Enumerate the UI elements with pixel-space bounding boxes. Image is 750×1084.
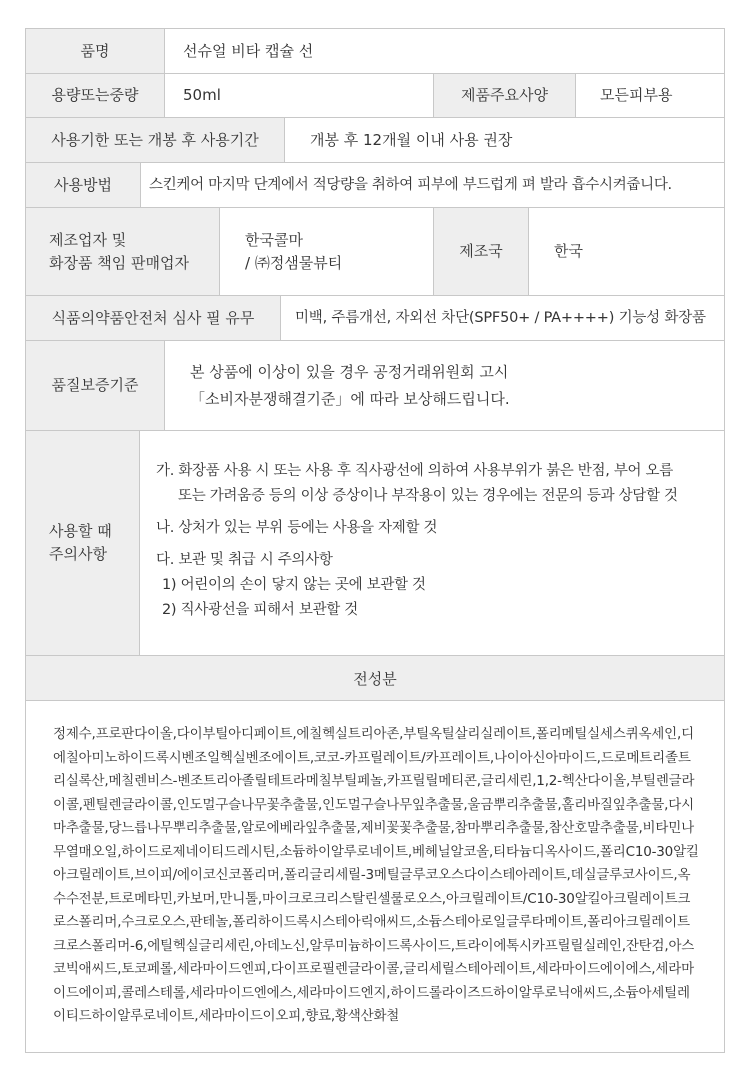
ingredients-header — [26, 656, 724, 701]
product-name-value: 선슈얼 비타 캡슐 선 — [183, 41, 314, 60]
volume-label: 용량또는중량 — [26, 74, 165, 117]
cautions-row — [26, 431, 724, 656]
spec-value: 모든피부용 — [600, 86, 673, 104]
ingredients-title: 전성분 — [353, 669, 397, 688]
country-label: 제조국 — [434, 208, 529, 295]
country-value: 한국 — [554, 242, 583, 260]
usage-label: 사용방법 — [26, 163, 141, 207]
caution-item-a-line1: 가. 화장품 사용 시 또는 사용 후 직사광선에 의하여 사용부위가 붉은 반점, 부어 오름 — [156, 463, 673, 479]
quality-value — [165, 341, 724, 430]
cautions-label — [26, 431, 140, 655]
mfds-value: 미백, 주름개선, 자외선 차단(SPF50+ / PA++++) 기능성 화장품 — [295, 309, 706, 326]
quality-label: 품질보증기준 — [26, 341, 165, 430]
volume-row — [26, 74, 724, 118]
expiry-value: 개봉 후 12개월 이내 사용 권장 — [310, 130, 513, 149]
quality-row — [26, 341, 724, 431]
manufacturer-row — [26, 208, 724, 296]
caution-item-a-line2: 또는 가려움증 등의 이상 증상이나 부작용이 있는 경우에는 전문의 등과 상담할 것 — [178, 488, 678, 504]
spec-label: 제품주요사양 — [434, 74, 576, 117]
quality-line1: 본 상품에 이상이 있을 경우 공정거래위원회 고시 — [190, 362, 509, 381]
ingredients-row — [26, 701, 724, 1052]
caution-item-c: 다. 보관 및 취급 시 주의사항 — [156, 552, 333, 568]
caution-item-a — [156, 459, 724, 509]
manufacturer-label-line2: 화장품 책임 판매업자 — [49, 253, 189, 272]
mfds-row — [26, 296, 724, 341]
manufacturer-label-line1: 제조업자 및 — [49, 230, 127, 249]
product-name-row — [26, 29, 724, 74]
volume-value: 50ml — [165, 74, 434, 117]
caution-item-b: 나. 상처가 있는 부위 등에는 사용을 자제할 것 — [156, 520, 438, 536]
usage-row — [26, 163, 724, 208]
mfds-label: 식품의약품안전처 심사 필 유무 — [26, 296, 281, 340]
manufacturer-label — [26, 208, 220, 295]
expiry-label: 사용기한 또는 개봉 후 사용기간 — [26, 118, 285, 162]
expiry-row — [26, 118, 724, 163]
manufacturer-value — [220, 208, 434, 295]
usage-value: 스킨케어 마지막 단계에서 적당량을 취하여 피부에 부드럽게 펴 발라 흡수시켜줍니다. — [149, 176, 672, 193]
caution-item-c1: 1) 어린이의 손이 닿지 않는 곳에 보관할 것 — [162, 577, 426, 593]
manufacturer-value-line2: / ㈜정샘물뷰티 — [245, 253, 343, 272]
manufacturer-value-line1: 한국콜마 — [245, 230, 303, 249]
ingredients-text: 정제수,프로판다이올,다이부틸아디페이트,에칠헥실트리아존,부틸옥틸살리실레이트,폴리메틸실세스퀴옥세인,디에칠아미노하이드록시벤조일헥실벤조에이트,코코-카프릴레이트/카프레이트,나이아신아마이드,드로메트리졸트리실록산,메칠렌비스-벤조트리아졸릴테트라메칠부틸페놀,카프릴릴메티콘,글리세린,1,2-헥산다이올,부틸렌글라이콜,펜틸렌글라이콜,인도멀구슬나무꽃추출물,인도멀구슬나무잎추출물,울금뿌리추출물,홀리바질잎추출물,다시마추출물,당느릅나무뿌리추출물,알로에베라잎추출물,제비꽃꽃추출물,참마뿌리추출물,참산호말추출물,비타민나무열매오일,하이드로제네이티드레시틴,소듐하이알루로네이트,베헤닐알코올,티타늄디옥사이드,폴리C10-30알킬아크릴레이트,브이피/에이코신코폴리머,폴리글리세릴-3메틸글루코오스다이스테아레이트,데실글루코사이드,옥수수전분,트로메타민,카보머,만니톨,마이크로크리스탈린셀룰로오스,아크릴레이트/C10-30알킬아크릴레이트크로스폴리머,수크로오스,판테놀,폴리하이드록시스테아릭애씨드,소듐스테아로일글루타메이트,폴리아크릴레이트크로스폴리머-6,에틸헥실글리세린,아데노신,알루미늄하이드록사이드,트라이에톡시카프릴릴실레인,잔탄검,아스코빅애씨드,토코페롤,세라마이드엔피,다이프로필렌글라이콜,글리세릴스테아레이트,세라마이드에이에스,세라마이드에이피,콜레스테롤,세라마이드엔에스,세라마이드엔지,하이드롤라이즈드하이알루로닉애씨드,소듐아세틸레이티드하이알루로네이트,세라마이드이오피,향료,황색산화철 — [53, 726, 699, 1024]
product-info-table — [25, 28, 725, 1053]
quality-line2: 「소비자분쟁해결기준」에 따라 보상해드립니다. — [190, 389, 510, 408]
caution-item-c2: 2) 직사광선을 피해서 보관할 것 — [162, 602, 359, 618]
cautions-content — [140, 431, 724, 655]
product-name-label: 품명 — [26, 29, 165, 73]
cautions-label-line1: 사용할 때 — [49, 522, 112, 540]
cautions-label-line2: 주의사항 — [49, 545, 107, 563]
